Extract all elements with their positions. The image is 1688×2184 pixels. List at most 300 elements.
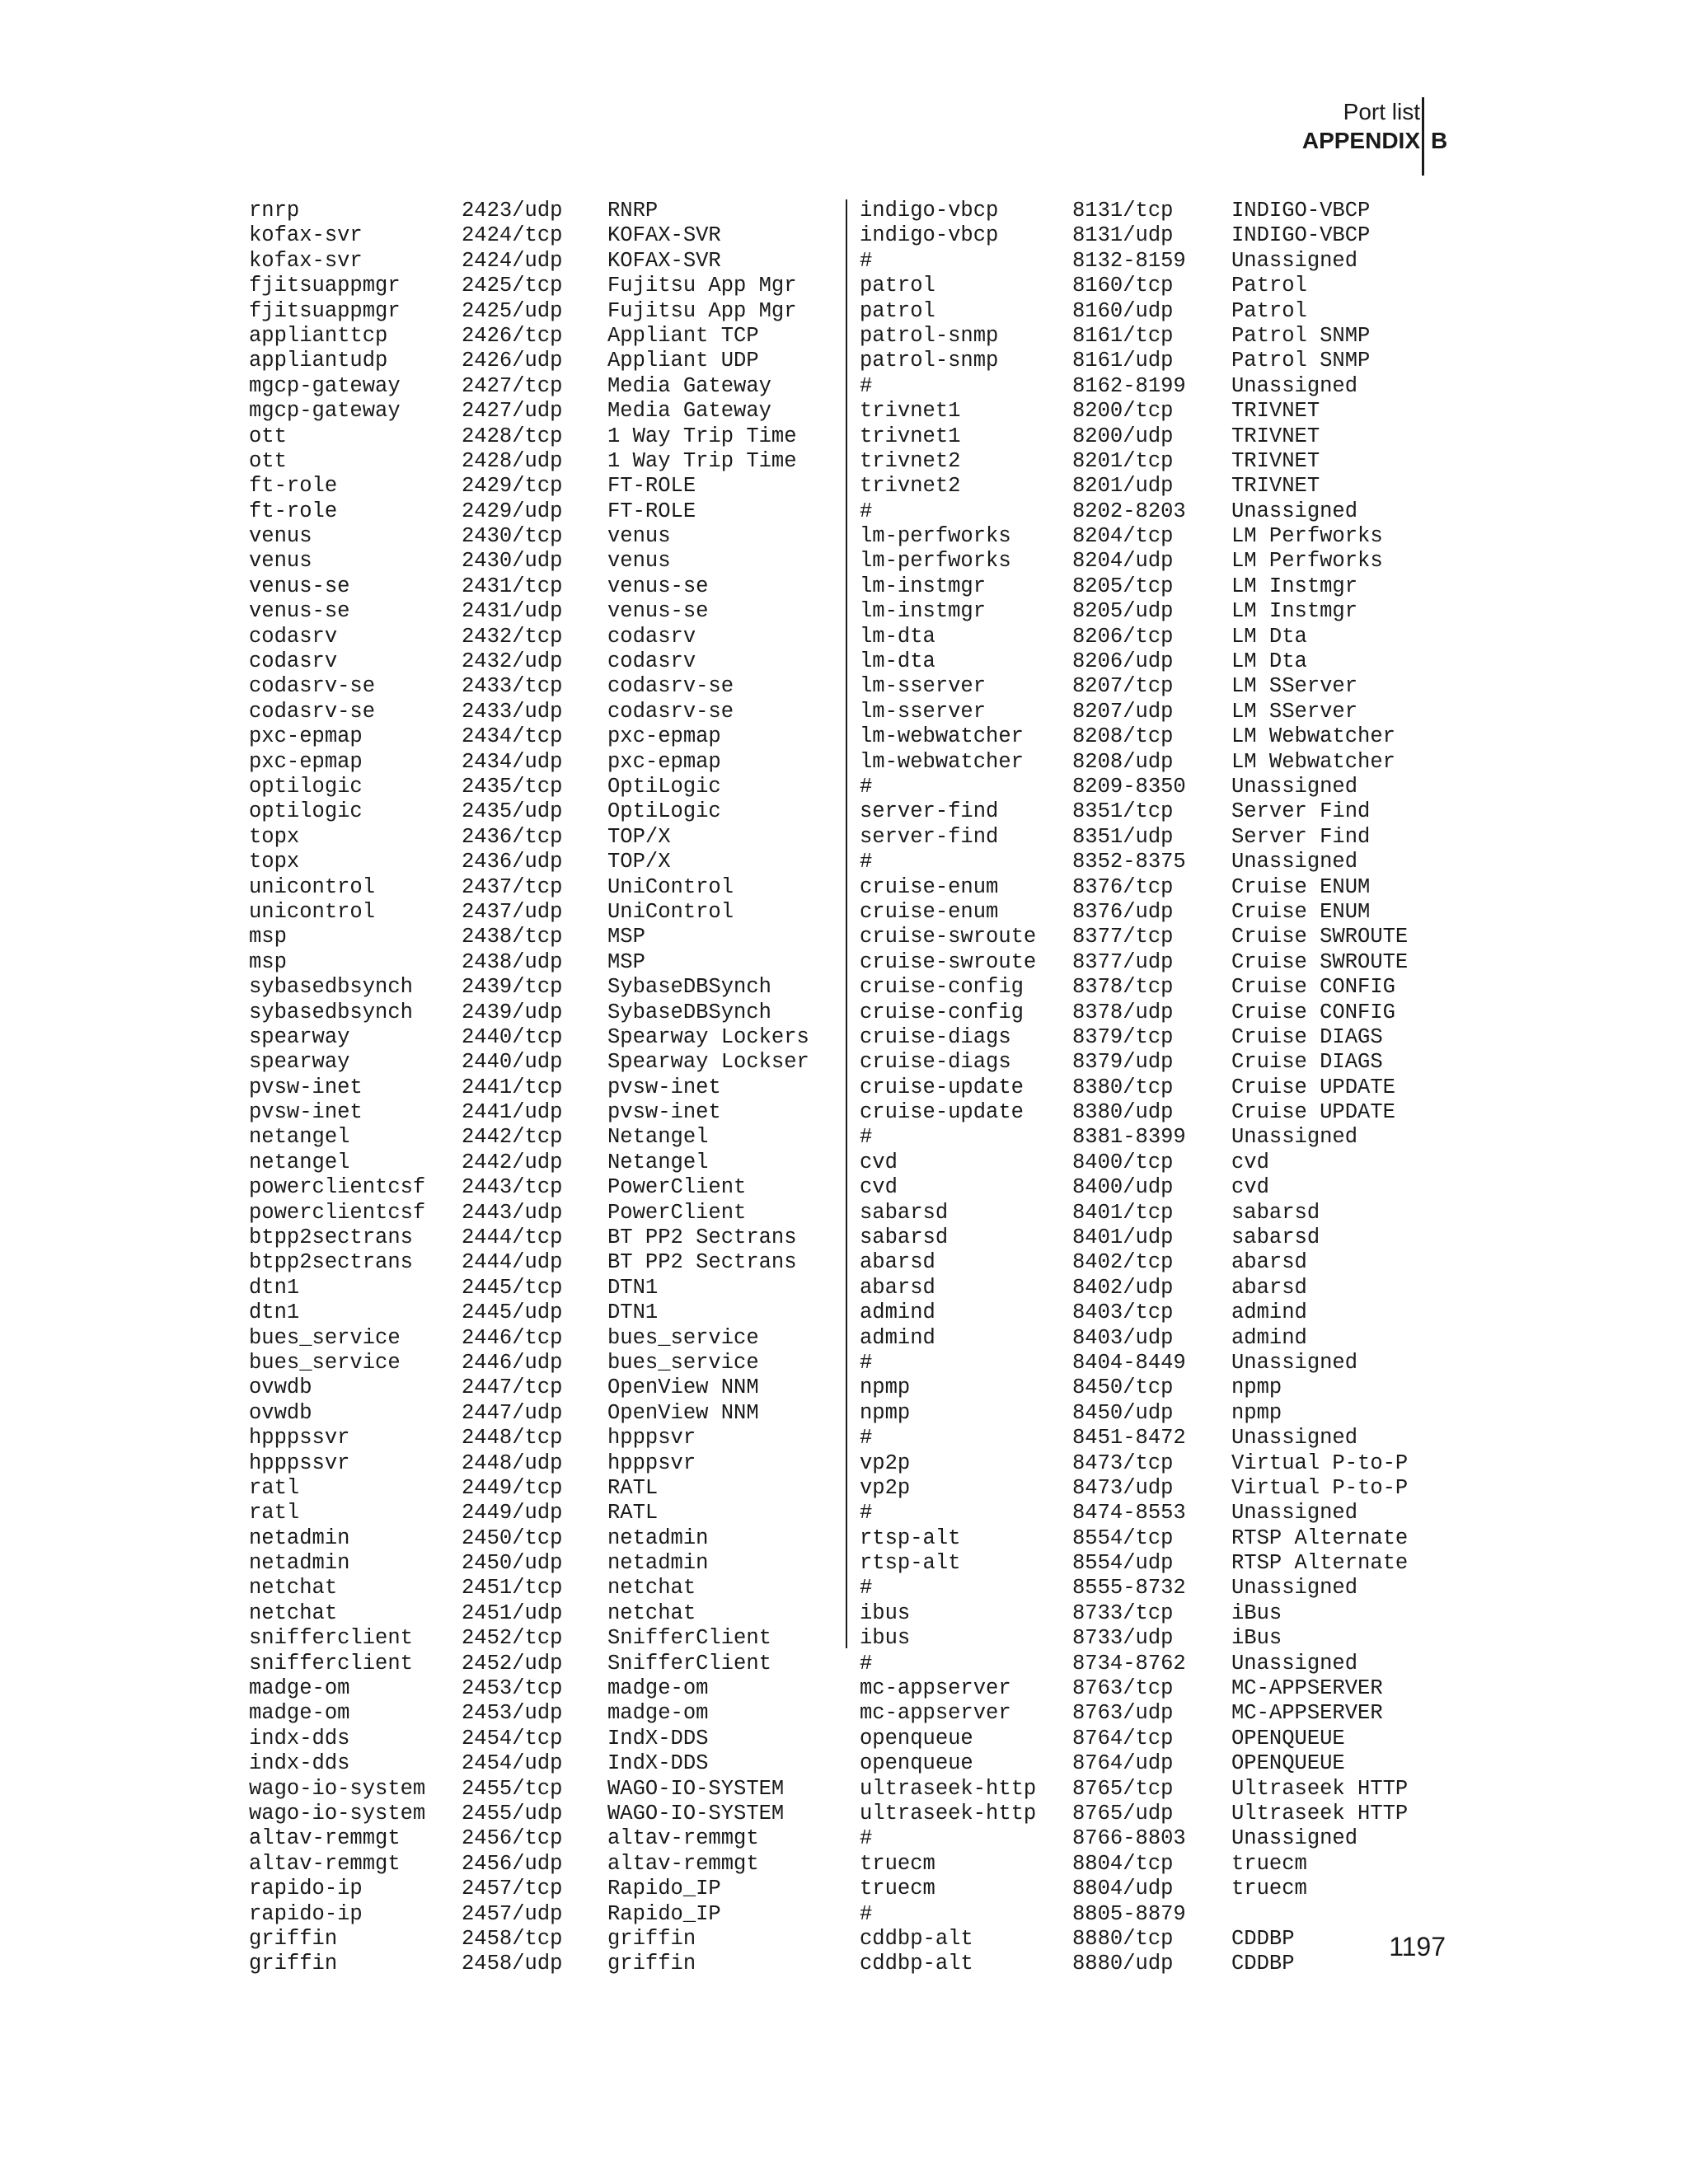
port-protocol: 8201/tcp	[1072, 448, 1174, 473]
port-protocol: 8380/udp	[1072, 1100, 1174, 1125]
port-protocol: 8764/udp	[1072, 1751, 1174, 1776]
service-name: btpp2sectrans	[249, 1226, 413, 1250]
header-appendix: APPENDIX	[1301, 128, 1420, 153]
description: PowerClient	[607, 1175, 747, 1200]
service-name: optilogic	[249, 774, 363, 799]
port-row	[860, 223, 1408, 248]
port-protocol: 8474-8553	[1072, 1501, 1186, 1526]
service-name: rnrp	[249, 199, 300, 223]
port-protocol: 2438/tcp	[462, 925, 563, 949]
service-name: ovwdb	[249, 1400, 312, 1425]
header-divider	[1422, 97, 1424, 176]
port-row	[249, 499, 809, 524]
port-row	[860, 750, 1408, 775]
port-row	[249, 1301, 809, 1325]
service-name: ft-role	[249, 499, 338, 523]
port-row	[249, 1476, 809, 1501]
port-row	[860, 875, 1408, 900]
description: TOP/X	[607, 824, 671, 849]
service-name: npmp	[860, 1400, 911, 1425]
port-protocol: 8763/tcp	[1072, 1676, 1174, 1701]
service-name: indx-dds	[249, 1726, 350, 1750]
service-name: pvsw-inet	[249, 1075, 363, 1099]
service-name: #	[860, 1576, 873, 1601]
port-row	[860, 1276, 1408, 1301]
service-name: venus	[249, 549, 312, 574]
port-protocol: 2446/udp	[462, 1350, 563, 1375]
port-protocol: 8351/tcp	[1072, 799, 1174, 824]
description: INDIGO-VBCP	[1231, 199, 1371, 223]
port-row	[860, 775, 1408, 799]
port-row	[860, 1125, 1408, 1150]
port-row	[249, 1076, 809, 1100]
service-name: kofax-svr	[249, 223, 363, 248]
service-name: hpppssvr	[249, 1451, 350, 1475]
port-row	[249, 1001, 809, 1025]
service-name: mgcp-gateway	[249, 373, 401, 398]
description: LM Perfworks	[1231, 549, 1383, 574]
description: venus	[607, 549, 671, 574]
service-name: snifferclient	[249, 1626, 413, 1651]
service-name: ibus	[860, 1626, 911, 1651]
service-name: #	[860, 1350, 873, 1375]
port-protocol: 2432/tcp	[462, 624, 563, 649]
port-protocol: 8206/tcp	[1072, 624, 1174, 649]
port-protocol: 8734-8762	[1072, 1651, 1186, 1675]
port-row	[860, 1301, 1408, 1325]
port-row	[860, 625, 1408, 649]
service-name: admind	[860, 1325, 935, 1350]
port-row	[249, 549, 809, 574]
description: TRIVNET	[1231, 399, 1320, 424]
header-title: Port list	[1343, 99, 1420, 124]
port-protocol: 8766-8803	[1072, 1826, 1186, 1851]
service-name: truecm	[860, 1877, 935, 1901]
port-protocol: 8473/udp	[1072, 1475, 1174, 1500]
description: npmp	[1231, 1376, 1282, 1400]
description: MSP	[607, 949, 645, 974]
description: LM Instmgr	[1231, 574, 1358, 598]
description: TRIVNET	[1231, 448, 1320, 473]
description: Unassigned	[1231, 1350, 1358, 1375]
service-name: netangel	[249, 1150, 350, 1174]
description: Unassigned	[1231, 373, 1358, 398]
port-protocol: 2452/tcp	[462, 1626, 563, 1651]
port-row	[249, 349, 809, 373]
description: LM Webwatcher	[1231, 724, 1395, 749]
description: MC-APPSERVER	[1231, 1701, 1383, 1726]
description: 1 Way Trip Time	[607, 448, 797, 473]
description: Unassigned	[1231, 1426, 1358, 1451]
port-row	[249, 850, 809, 874]
port-protocol: 2456/udp	[462, 1851, 563, 1876]
port-protocol: 2453/tcp	[462, 1676, 563, 1701]
service-name: trivnet1	[860, 424, 961, 448]
description: Netangel	[607, 1125, 709, 1150]
service-name: lm-webwatcher	[860, 724, 1024, 749]
description: LM Instmgr	[1231, 599, 1358, 624]
port-protocol: 8207/udp	[1072, 699, 1174, 724]
description: Cruise ENUM	[1231, 899, 1371, 924]
port-protocol: 8880/tcp	[1072, 1926, 1174, 1951]
service-name: wago-io-system	[249, 1776, 426, 1801]
port-row	[249, 975, 809, 1000]
port-row	[860, 1877, 1408, 1901]
port-protocol: 8400/udp	[1072, 1175, 1174, 1200]
port-row	[249, 925, 809, 949]
service-name: cruise-update	[860, 1100, 1024, 1125]
service-name: indigo-vbcp	[860, 223, 999, 248]
port-row	[860, 1001, 1408, 1025]
port-protocol: 8764/tcp	[1072, 1726, 1174, 1750]
port-row	[249, 1376, 809, 1400]
port-row	[860, 1652, 1408, 1676]
port-row	[249, 1701, 809, 1726]
service-name: msp	[249, 949, 287, 974]
service-name: trivnet2	[860, 448, 961, 473]
service-name: server-find	[860, 824, 999, 849]
port-row	[860, 674, 1408, 699]
port-protocol: 8204/tcp	[1072, 524, 1174, 549]
port-row	[249, 374, 809, 399]
port-row	[860, 524, 1408, 549]
description: RTSP Alternate	[1231, 1526, 1409, 1550]
description: MSP	[607, 925, 645, 949]
port-protocol: 8404-8449	[1072, 1350, 1186, 1375]
description: OpenView NNM	[607, 1376, 759, 1400]
service-name: ft-role	[249, 474, 338, 499]
port-protocol: 8765/udp	[1072, 1802, 1174, 1825]
description: UniControl	[607, 899, 734, 924]
description: griffin	[607, 1926, 696, 1951]
port-row	[860, 1727, 1408, 1751]
service-name: madge-om	[249, 1676, 350, 1701]
description: LM Webwatcher	[1231, 749, 1395, 774]
description: sabarsd	[1231, 1226, 1320, 1250]
service-name: admind	[860, 1301, 935, 1325]
description: pxc-epmap	[607, 724, 721, 749]
service-name: topx	[249, 824, 300, 849]
port-row	[860, 649, 1408, 674]
port-row	[860, 1601, 1408, 1626]
port-protocol: 2435/udp	[462, 799, 563, 824]
port-protocol: 2437/udp	[462, 899, 563, 924]
description: madge-om	[607, 1701, 709, 1726]
service-name: venus-se	[249, 574, 350, 598]
description: netadmin	[607, 1526, 709, 1550]
port-row	[249, 1451, 809, 1476]
service-name: abarsd	[860, 1275, 935, 1300]
port-row	[249, 1952, 809, 1976]
description: Cruise SWROUTE	[1231, 949, 1409, 974]
port-row	[249, 700, 809, 724]
description: OPENQUEUE	[1231, 1751, 1345, 1776]
port-row	[860, 950, 1408, 975]
port-row	[249, 424, 809, 449]
port-protocol: 2453/udp	[462, 1701, 563, 1726]
port-protocol: 8208/tcp	[1072, 724, 1174, 749]
description: abarsd	[1231, 1250, 1307, 1275]
service-name: abarsd	[860, 1250, 935, 1275]
port-row	[249, 274, 809, 298]
description: Unassigned	[1231, 1125, 1358, 1150]
description: venus-se	[607, 574, 709, 598]
port-protocol: 2457/udp	[462, 1901, 563, 1926]
port-protocol: 2427/udp	[462, 399, 563, 424]
service-name: unicontrol	[249, 899, 376, 924]
service-name: cruise-swroute	[860, 925, 1037, 949]
port-row	[249, 1751, 809, 1776]
port-row	[860, 1151, 1408, 1175]
port-protocol: 8450/udp	[1072, 1400, 1174, 1425]
description: SnifferClient	[607, 1651, 771, 1675]
service-name: netadmin	[249, 1526, 350, 1550]
port-row	[860, 1175, 1408, 1200]
service-name: cddbp-alt	[860, 1926, 973, 1951]
port-protocol: 2447/udp	[462, 1400, 563, 1425]
port-protocol: 2425/udp	[462, 298, 563, 323]
port-row	[249, 199, 809, 223]
service-name: cruise-config	[860, 975, 1024, 1000]
port-protocol: 2447/tcp	[462, 1376, 563, 1400]
description: pxc-epmap	[607, 749, 721, 774]
service-name: unicontrol	[249, 874, 376, 899]
port-row	[860, 900, 1408, 925]
port-protocol: 2450/tcp	[462, 1526, 563, 1550]
port-row	[860, 1451, 1408, 1476]
description: venus	[607, 524, 671, 549]
port-protocol: 8554/tcp	[1072, 1526, 1174, 1550]
description: Fujitsu App Mgr	[607, 298, 797, 323]
port-row	[249, 1100, 809, 1125]
port-row	[860, 1751, 1408, 1776]
service-name: codasrv-se	[249, 674, 376, 699]
port-row	[860, 825, 1408, 850]
port-protocol: 8805-8879	[1072, 1901, 1186, 1926]
port-row	[249, 750, 809, 775]
service-name: rapido-ip	[249, 1877, 363, 1901]
service-name: ovwdb	[249, 1376, 312, 1400]
port-protocol: 2424/tcp	[462, 223, 563, 248]
port-row	[860, 1476, 1408, 1501]
port-row	[249, 1050, 809, 1075]
port-row	[860, 975, 1408, 1000]
port-row	[249, 1226, 809, 1250]
description: KOFAX-SVR	[607, 248, 721, 273]
service-name: ratl	[249, 1501, 300, 1526]
service-name: kofax-svr	[249, 248, 363, 273]
description: Cruise DIAGS	[1231, 1050, 1383, 1075]
service-name: lm-webwatcher	[860, 749, 1024, 774]
service-name: trivnet1	[860, 399, 961, 424]
service-name: cruise-enum	[860, 899, 999, 924]
port-protocol: 8160/udp	[1072, 298, 1174, 323]
port-protocol: 2436/udp	[462, 850, 563, 874]
description: Ultraseek HTTP	[1231, 1802, 1409, 1825]
port-protocol: 2442/udp	[462, 1150, 563, 1174]
service-name: #	[860, 1125, 873, 1150]
port-row	[860, 1076, 1408, 1100]
port-protocol: 2442/tcp	[462, 1125, 563, 1150]
description: netchat	[607, 1576, 696, 1601]
service-name: openqueue	[860, 1726, 973, 1750]
service-name: bues_service	[249, 1325, 401, 1350]
port-row	[249, 950, 809, 975]
service-name: spearway	[249, 1050, 350, 1075]
port-protocol: 8205/udp	[1072, 599, 1174, 624]
description: Media Gateway	[607, 373, 771, 398]
service-name: applianttcp	[249, 323, 388, 348]
port-row	[860, 1927, 1408, 1952]
port-row	[249, 1652, 809, 1676]
description: Unassigned	[1231, 850, 1358, 874]
port-protocol: 8450/tcp	[1072, 1376, 1174, 1400]
service-name: rtsp-alt	[860, 1526, 961, 1550]
port-row	[249, 1852, 809, 1877]
port-protocol: 8131/tcp	[1072, 199, 1174, 223]
service-name: patrol-snmp	[860, 323, 999, 348]
description: TRIVNET	[1231, 424, 1320, 448]
service-name: #	[860, 1651, 873, 1675]
service-name: codasrv	[249, 624, 338, 649]
port-row	[860, 1025, 1408, 1050]
service-name: #	[860, 1826, 873, 1851]
description: Spearway Lockser	[607, 1050, 809, 1075]
port-row	[860, 1201, 1408, 1226]
description: Patrol SNMP	[1231, 349, 1371, 373]
port-protocol: 2448/tcp	[462, 1426, 563, 1451]
port-protocol: 8402/tcp	[1072, 1250, 1174, 1275]
service-name: sybasedbsynch	[249, 975, 413, 1000]
service-name: fjitsuappmgr	[249, 274, 401, 298]
port-protocol: 2424/udp	[462, 248, 563, 273]
port-row	[860, 1777, 1408, 1802]
description: codasrv-se	[607, 699, 734, 724]
service-name: sabarsd	[860, 1226, 949, 1250]
port-row	[249, 299, 809, 324]
description: pvsw-inet	[607, 1100, 721, 1125]
port-row	[860, 1426, 1408, 1451]
port-row	[249, 1676, 809, 1701]
description: Cruise ENUM	[1231, 874, 1371, 899]
service-name: #	[860, 1901, 873, 1926]
service-name: indx-dds	[249, 1751, 350, 1776]
service-name: bues_service	[249, 1350, 401, 1375]
port-protocol: 8204/udp	[1072, 549, 1174, 574]
port-row	[249, 1201, 809, 1226]
port-row	[860, 1376, 1408, 1400]
description: OptiLogic	[607, 799, 721, 824]
description: Unassigned	[1231, 248, 1358, 273]
port-protocol: 2433/udp	[462, 699, 563, 724]
port-row	[249, 1250, 809, 1275]
service-name: ott	[249, 424, 287, 448]
port-row	[860, 249, 1408, 274]
port-protocol: 8763/udp	[1072, 1701, 1174, 1726]
description: SnifferClient	[607, 1626, 771, 1651]
service-name: ratl	[249, 1475, 300, 1500]
port-row	[860, 449, 1408, 474]
port-row	[860, 424, 1408, 449]
service-name: ibus	[860, 1601, 911, 1625]
port-protocol: 8378/tcp	[1072, 975, 1174, 1000]
service-name: netadmin	[249, 1551, 350, 1576]
port-protocol: 8200/tcp	[1072, 399, 1174, 424]
description: OpenView NNM	[607, 1400, 759, 1425]
service-name: codasrv	[249, 649, 338, 674]
service-name: venus-se	[249, 599, 350, 624]
service-name: ultraseek-http	[860, 1776, 1037, 1801]
service-name: lm-instmgr	[860, 599, 987, 624]
service-name: lm-perfworks	[860, 524, 1011, 549]
port-protocol: 2426/tcp	[462, 323, 563, 348]
service-name: venus	[249, 524, 312, 549]
port-protocol: 2454/tcp	[462, 1726, 563, 1750]
description: sabarsd	[1231, 1200, 1320, 1225]
port-row	[860, 1326, 1408, 1351]
service-name: netchat	[249, 1576, 338, 1601]
port-row	[860, 1526, 1408, 1551]
description: Patrol SNMP	[1231, 323, 1371, 348]
service-name: snifferclient	[249, 1651, 413, 1675]
description: pvsw-inet	[607, 1075, 721, 1099]
description: Appliant UDP	[607, 349, 759, 373]
service-name: patrol	[860, 274, 935, 298]
port-protocol: 8200/udp	[1072, 424, 1174, 448]
port-row	[249, 1151, 809, 1175]
description: RATL	[607, 1501, 659, 1526]
port-protocol: 2426/udp	[462, 349, 563, 373]
description: Appliant TCP	[607, 323, 759, 348]
port-row	[860, 1826, 1408, 1851]
port-row	[860, 724, 1408, 749]
port-row	[249, 674, 809, 699]
port-protocol: 2450/udp	[462, 1551, 563, 1576]
port-row	[860, 1902, 1408, 1927]
port-row	[249, 625, 809, 649]
port-row	[249, 1902, 809, 1927]
description: DTN1	[607, 1301, 659, 1325]
port-protocol: 8376/udp	[1072, 899, 1174, 924]
port-row	[249, 524, 809, 549]
service-name: cruise-update	[860, 1075, 1024, 1099]
description: altav-remmgt	[607, 1826, 759, 1851]
description: abarsd	[1231, 1275, 1307, 1300]
port-protocol: 2452/udp	[462, 1651, 563, 1675]
port-protocol: 8378/udp	[1072, 1000, 1174, 1024]
port-protocol: 2443/tcp	[462, 1175, 563, 1200]
description: Cruise DIAGS	[1231, 1024, 1383, 1049]
service-name: #	[860, 1501, 873, 1526]
service-name: hpppssvr	[249, 1426, 350, 1451]
port-protocol: 2427/tcp	[462, 373, 563, 398]
port-protocol: 2436/tcp	[462, 824, 563, 849]
port-row	[249, 1351, 809, 1376]
port-protocol: 2440/tcp	[462, 1024, 563, 1049]
port-row	[860, 324, 1408, 349]
port-row	[860, 274, 1408, 298]
description: altav-remmgt	[607, 1851, 759, 1876]
port-protocol: 2451/tcp	[462, 1576, 563, 1601]
service-name: griffin	[249, 1952, 338, 1976]
port-row	[860, 1226, 1408, 1250]
description: KOFAX-SVR	[607, 223, 721, 248]
port-row	[249, 799, 809, 824]
port-protocol: 8208/udp	[1072, 749, 1174, 774]
description: OptiLogic	[607, 774, 721, 799]
description: Cruise CONFIG	[1231, 1000, 1395, 1024]
port-row	[249, 1551, 809, 1576]
